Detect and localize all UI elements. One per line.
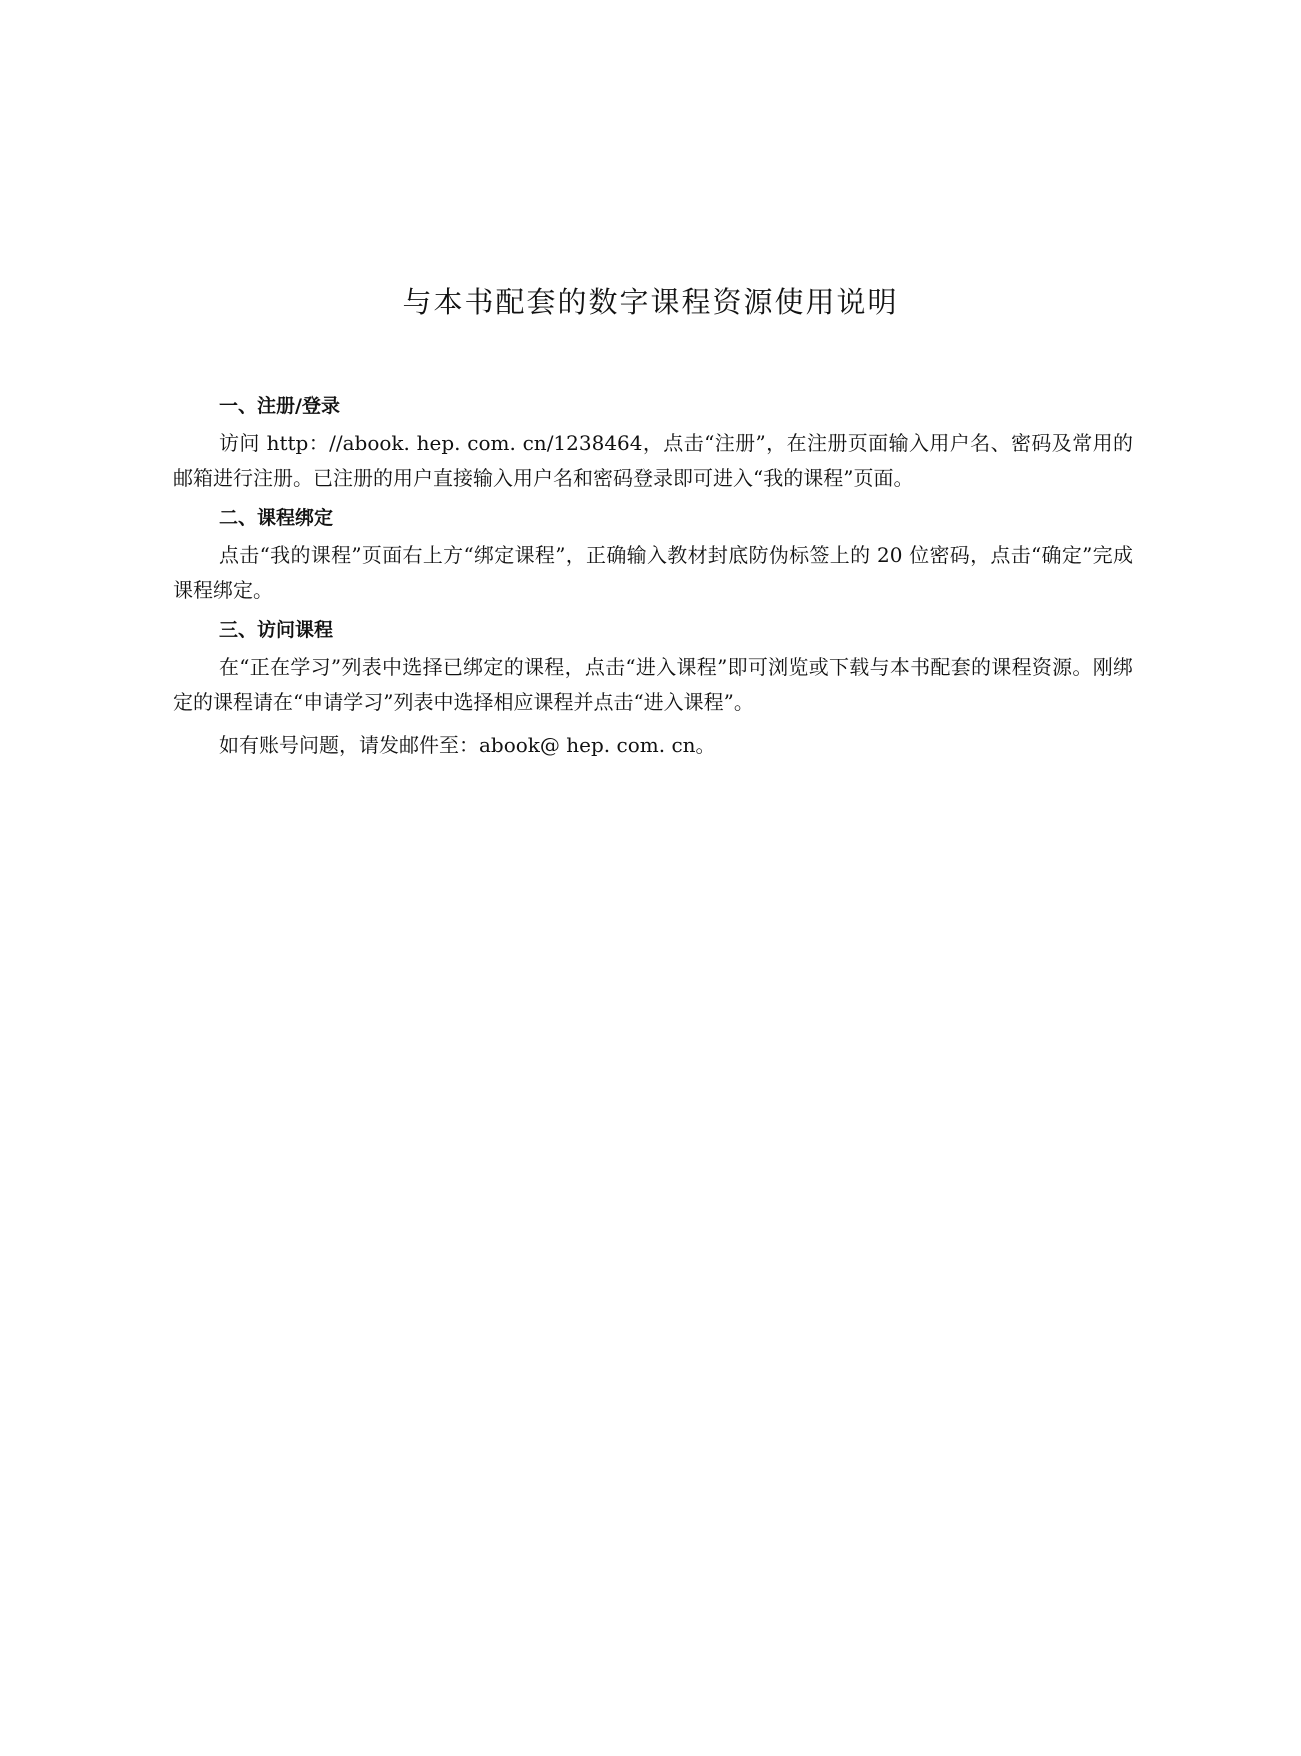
page-title: 与本书配套的数字课程资源使用说明 [402,285,899,319]
section-paragraph: 在“正在学习”列表中选择已绑定的课程，点击“进入课程”即可浏览或下载与本书配套的课程资源。刚绑定的课程请在“申请学习”列表中选择相应课程并点击“进入课程”。 [173,655,1133,714]
section-heading: 一、注册/登录 [219,395,340,417]
section-heading: 三、访问课程 [219,619,334,641]
section-access-course [173,616,1133,720]
section-paragraph: 点击“我的课程”页面右上方“绑定课程”，正确输入教材封底防伪标签上的 20 位密码，点击“确定”完成课程绑定。 [173,543,1133,602]
section-course-binding [173,504,1133,608]
contact-paragraph: 如有账号问题，请发邮件至：abook@ hep. com. cn。 [219,733,716,757]
document-body [173,392,1133,771]
section-register-login [173,392,1133,496]
section-heading: 二、课程绑定 [219,507,334,529]
section-paragraph: 访问 http：//abook. hep. com. cn/1238464，点击“注册”，在注册页面输入用户名、密码及常用的邮箱进行注册。已注册的用户直接输入用户名和密码登录即可进入“我的课程”页面。 [173,431,1133,490]
